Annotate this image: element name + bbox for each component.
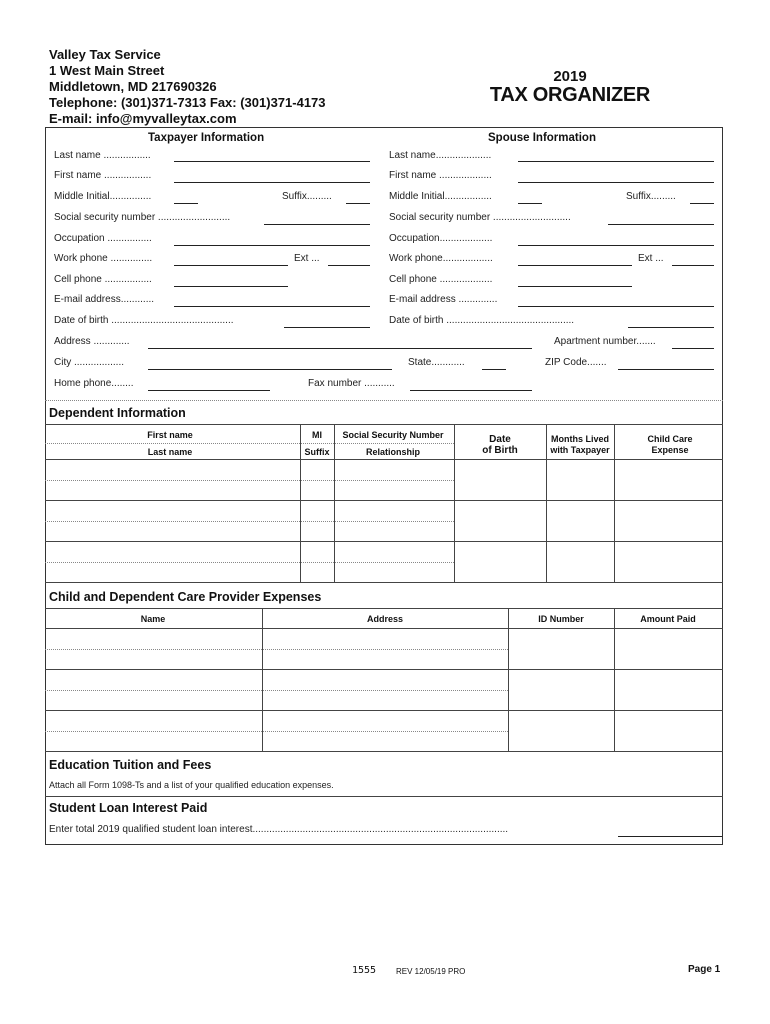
spouse-email-field[interactable] (518, 306, 714, 307)
education-bottom (45, 796, 723, 797)
spouse-first-name-field[interactable] (518, 182, 714, 183)
col-provider-address: Address (366, 614, 403, 624)
table-row[interactable] (45, 500, 723, 501)
col-divider (508, 608, 509, 751)
taxpayer-first-name-label: First name ................. (54, 170, 152, 181)
spouse-mi-label: Middle Initial................. (389, 191, 492, 202)
table-row-split (45, 562, 454, 563)
col-first-name: First name (147, 430, 193, 440)
taxpayer-dob-label: Date of birth ............................................ (54, 315, 234, 326)
table-row[interactable] (45, 582, 723, 583)
col-divider (546, 424, 547, 582)
spouse-last-name-label: Last name.................... (389, 150, 492, 161)
table-row-split (45, 649, 508, 650)
spouse-ssn-label: Social security number ............................ (389, 212, 571, 223)
zip-label: ZIP Code....... (545, 357, 607, 368)
zip-field[interactable] (618, 369, 714, 370)
taxpayer-cell-field[interactable] (174, 286, 288, 287)
taxpayer-email-label: E-mail address............ (54, 294, 155, 305)
taxpayer-email-field[interactable] (174, 306, 370, 307)
col-last-name: Last name (147, 447, 193, 457)
section-divider (45, 400, 723, 401)
care-table-top (45, 608, 723, 609)
city-field[interactable] (148, 369, 392, 370)
dependents-table-top (45, 424, 723, 425)
education-note: Attach all Form 1098-Ts and a list of your qualified education expenses. (49, 780, 334, 790)
address-field[interactable] (148, 348, 532, 349)
spouse-work-phone-field[interactable] (518, 265, 632, 266)
table-row[interactable] (45, 541, 723, 542)
taxpayer-suffix-field[interactable] (346, 203, 370, 204)
header-split (45, 443, 454, 444)
col-dob: Date of Birth (482, 434, 518, 456)
spouse-dob-field[interactable] (628, 327, 714, 328)
col-suffix: Suffix (304, 447, 330, 457)
taxpayer-occupation-label: Occupation ................ (54, 233, 152, 244)
col-amount-paid: Amount Paid (640, 614, 696, 624)
student-loan-field[interactable] (618, 836, 722, 837)
home-phone-label: Home phone........ (54, 378, 134, 389)
taxpayer-ssn-field[interactable] (264, 224, 370, 225)
taxpayer-dob-field[interactable] (284, 327, 370, 328)
spouse-mi-field[interactable] (518, 203, 542, 204)
spouse-suffix-field[interactable] (690, 203, 714, 204)
col-child-care: Child Care Expense (647, 434, 693, 455)
col-id-number: ID Number (538, 614, 584, 624)
taxpayer-work-phone-field[interactable] (174, 265, 288, 266)
table-row[interactable] (45, 751, 723, 752)
spouse-email-label: E-mail address .............. (389, 294, 498, 305)
taxpayer-cell-label: Cell phone ................. (54, 274, 152, 285)
taxpayer-ssn-label: Social security number .......................... (54, 212, 231, 223)
spouse-occupation-label: Occupation................... (389, 233, 493, 244)
spouse-ext-label: Ext ... (638, 253, 664, 264)
col-months-lived: Months Lived with Taxpayer (550, 434, 610, 455)
table-row[interactable] (45, 710, 723, 711)
table-row-split (45, 521, 454, 522)
state-field[interactable] (482, 369, 506, 370)
company-name: Valley Tax Service (49, 47, 161, 62)
taxpayer-first-name-field[interactable] (174, 182, 370, 183)
spouse-work-phone-label: Work phone.................. (389, 253, 493, 264)
taxpayer-ext-label: Ext ... (294, 253, 320, 264)
col-mi: MI (312, 430, 322, 440)
taxpayer-heading: Taxpayer Information (148, 132, 265, 144)
taxpayer-ext-field[interactable] (328, 265, 370, 266)
address-label: Address ............. (54, 336, 130, 347)
spouse-ext-field[interactable] (672, 265, 714, 266)
page-number: Page 1 (688, 964, 721, 975)
student-loan-heading: Student Loan Interest Paid (49, 801, 208, 815)
table-row-split (45, 690, 508, 691)
page-title: TAX ORGANIZER (489, 84, 651, 106)
col-divider (454, 424, 455, 582)
table-row-split (45, 480, 454, 481)
home-phone-field[interactable] (148, 390, 270, 391)
table-row-split (45, 731, 508, 732)
col-relationship: Relationship (365, 447, 420, 457)
state-label: State............ (408, 357, 465, 368)
col-divider (334, 424, 335, 582)
company-email: E-mail: info@myvalleytax.com (49, 111, 237, 126)
spouse-heading: Spouse Information (488, 132, 596, 144)
taxpayer-suffix-label: Suffix......... (282, 191, 332, 202)
fax-field[interactable] (410, 390, 532, 391)
student-loan-label: Enter total 2019 qualified student loan interest............................................................................................ (49, 824, 509, 835)
form-number: 1555 (352, 965, 377, 976)
tax-year: 2019 (553, 68, 587, 85)
care-header-bottom (45, 628, 723, 629)
city-label: City .................. (54, 357, 125, 368)
spouse-occupation-field[interactable] (518, 245, 714, 246)
apartment-field[interactable] (672, 348, 714, 349)
col-ssn: Social Security Number (342, 430, 444, 440)
spouse-dob-label: Date of birth .............................................. (389, 315, 575, 326)
spouse-first-name-label: First name ................... (389, 170, 492, 181)
spouse-last-name-field[interactable] (518, 161, 714, 162)
taxpayer-occupation-field[interactable] (174, 245, 370, 246)
taxpayer-last-name-label: Last name ................. (54, 150, 151, 161)
company-phone: Telephone: (301)371-7313 Fax: (301)371-4173 (49, 95, 326, 110)
spouse-cell-label: Cell phone ................... (389, 274, 493, 285)
taxpayer-mi-field[interactable] (174, 203, 198, 204)
taxpayer-mi-label: Middle Initial............... (54, 191, 152, 202)
care-providers-heading: Child and Dependent Care Provider Expenses (49, 590, 322, 604)
table-row[interactable] (45, 669, 723, 670)
col-divider (300, 424, 301, 582)
form-revision: REV 12/05/19 PRO (396, 967, 466, 976)
dependents-heading: Dependent Information (49, 406, 186, 420)
col-provider-name: Name (140, 614, 166, 624)
col-divider (614, 608, 615, 751)
col-divider (614, 424, 615, 582)
taxpayer-work-phone-label: Work phone ............... (54, 253, 153, 264)
company-street: 1 West Main Street (49, 63, 165, 78)
col-divider (262, 608, 263, 751)
taxpayer-last-name-field[interactable] (174, 161, 370, 162)
spouse-ssn-field[interactable] (608, 224, 714, 225)
spouse-suffix-label: Suffix......... (626, 191, 676, 202)
spouse-cell-field[interactable] (518, 286, 632, 287)
education-heading: Education Tuition and Fees (49, 758, 212, 772)
fax-label: Fax number ........... (308, 378, 395, 389)
company-city: Middletown, MD 217690326 (49, 79, 217, 94)
dependents-header-bottom (45, 459, 723, 460)
apartment-label: Apartment number....... (554, 336, 656, 347)
